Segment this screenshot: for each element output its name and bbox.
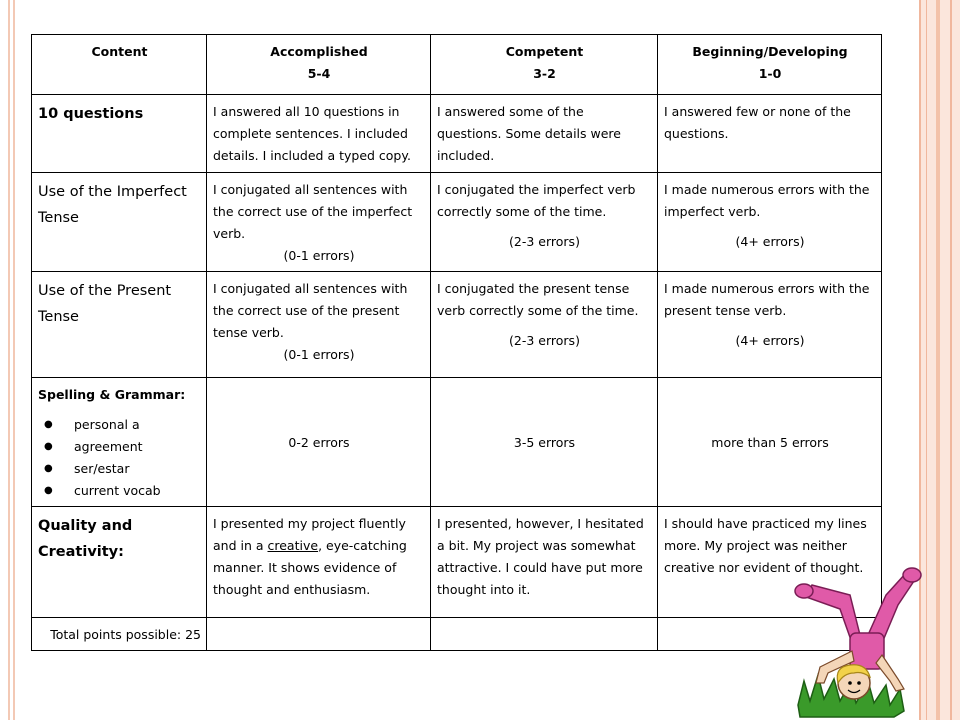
cell-empty	[207, 618, 431, 651]
cell-competent: I presented, however, I hesitated a bit. My project was somewhat attractive. I could have put more thought into it.	[431, 507, 658, 618]
cell-accomplished: 0-2 errors	[207, 378, 431, 507]
cell-beginning: I made numerous errors with the imperfect verb. (4+ errors)	[658, 173, 882, 272]
spelling-bullet-list	[38, 414, 201, 502]
cell-beginning: more than 5 errors	[658, 378, 882, 507]
header-content: Content	[32, 35, 207, 95]
header-beginning: Beginning/Developing 1-0	[658, 35, 882, 95]
list-item: ● personal a	[38, 414, 201, 436]
left-border-line	[13, 0, 15, 720]
table-row	[32, 378, 882, 507]
cell-accomplished: I conjugated all sentences with the correct use of the present tense verb. (0-1 errors)	[207, 272, 431, 378]
cell-beginning: I answered few or none of the questions.	[658, 95, 882, 173]
row-label: 10 questions	[32, 95, 207, 173]
cell-accomplished: I conjugated all sentences with the correct use of the imperfect verb. (0-1 errors)	[207, 173, 431, 272]
table-row	[32, 95, 882, 173]
header-competent: Competent 3-2	[431, 35, 658, 95]
cell-beginning: I made numerous errors with the present tense verb. (4+ errors)	[658, 272, 882, 378]
cell-beginning: I should have practiced my lines more. My project was neither creative nor evident of thought.	[658, 507, 882, 618]
row-label: Use of the Present Tense	[32, 272, 207, 378]
left-border-line	[8, 0, 10, 720]
total-points-cell: Total points possible: 25	[32, 618, 207, 651]
header-accomplished: Accomplished 5-4	[207, 35, 431, 95]
row-label: Quality and Creativity:	[32, 507, 207, 618]
cell-accomplished: I presented my project fluently and in a creative, eye-catching manner. It shows evidence of thought and enthusiasm.	[207, 507, 431, 618]
right-border-line	[936, 0, 940, 720]
cell-competent: I conjugated the imperfect verb correctly some of the time. (2-3 errors)	[431, 173, 658, 272]
list-item: ● ser/estar	[38, 458, 201, 480]
row-label: Use of the Imperfect Tense	[32, 173, 207, 272]
row-label: Spelling & Grammar: ● personal a ● agreement ● ser/estar ● current vocab	[32, 378, 207, 507]
table-row	[32, 272, 882, 378]
right-border-line	[950, 0, 952, 720]
cell-competent: 3-5 errors	[431, 378, 658, 507]
list-item: ● current vocab	[38, 480, 201, 502]
list-item: ● agreement	[38, 436, 201, 458]
cell-accomplished: I answered all 10 questions in complete sentences. I included details. I included a typed copy.	[207, 95, 431, 173]
table-row	[32, 618, 882, 651]
cell-competent: I conjugated the present tense verb correctly some of the time. (2-3 errors)	[431, 272, 658, 378]
header-row	[32, 35, 882, 95]
cell-competent: I answered some of the questions. Some details were included.	[431, 95, 658, 173]
cell-empty	[431, 618, 658, 651]
rubric-table	[31, 34, 882, 651]
table-row	[32, 173, 882, 272]
table-row	[32, 507, 882, 618]
cartwheel-girl-illustration	[790, 555, 930, 720]
